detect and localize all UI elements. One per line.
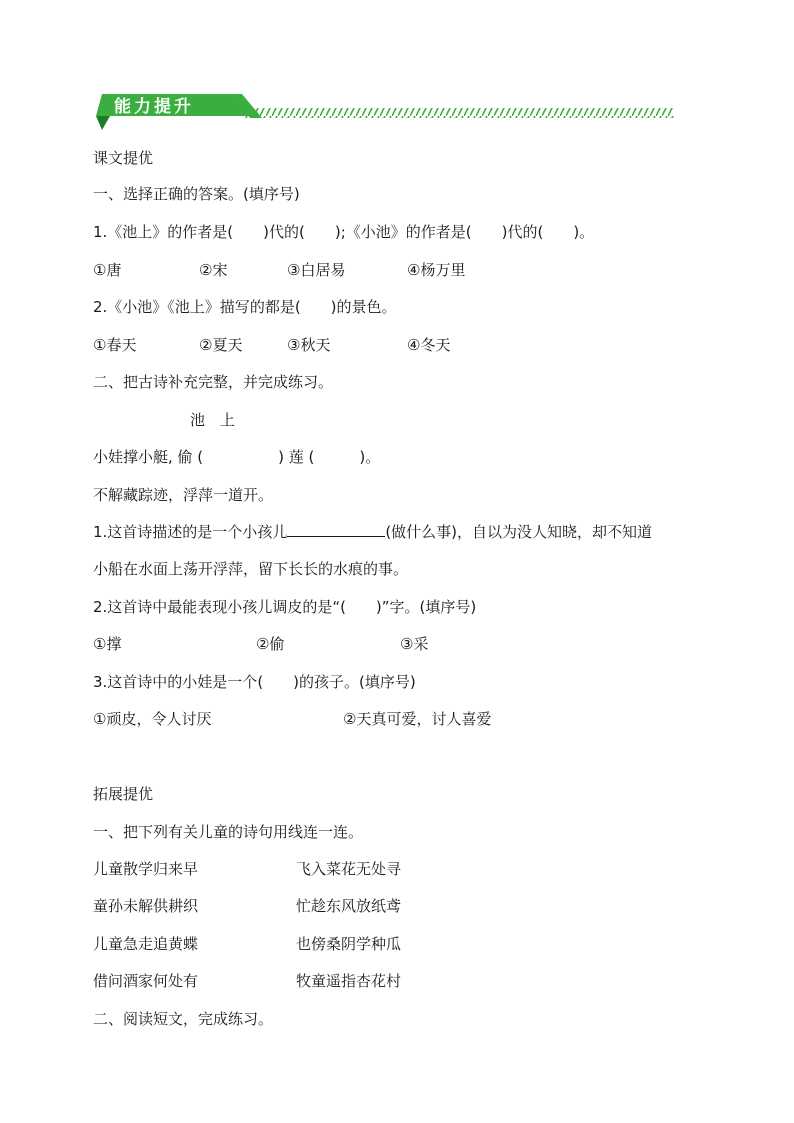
poem-q1-text-a: 1.这首诗描述的是一个小孩儿 [93,523,288,541]
match-left-1[interactable]: 儿童散学归来早 [93,860,199,878]
section-title-ketiyou: 课文提优 [93,149,154,167]
poem-line-2: 不解藏踪迹，浮萍一道开。 [93,486,274,504]
q2-option-4: ④冬天 [407,336,451,354]
poem-q3-option-2: ②天真可爱，讨人喜爱 [343,710,492,728]
poem-question-2: 2.这首诗中最能表现小孩儿调皮的是“( )”字。(填序号) [93,598,477,616]
q2-option-1: ①春天 [93,336,137,354]
matching-heading: 一、把下列有关儿童的诗句用线连一连。 [93,823,364,841]
q1-option-3: ③白居易 [287,261,346,279]
poem-q1-text-b: (做什么事)，自以为没人知晓，却不知道 [385,523,653,541]
match-right-4[interactable]: 牧童遥指杏花村 [296,972,402,990]
poem-question-1 [93,522,652,542]
poem-line-1: 小娃撑小艇, 偷 ( ) 莲 ( )。 [93,448,381,466]
answer-blank[interactable] [287,522,385,537]
q2-option-3: ③秋天 [287,336,331,354]
question-1: 1.《池上》的作者是( )代的( );《小池》的作者是( )代的( )。 [93,223,595,241]
banner-title: 能力提升 [114,97,194,117]
poem-q2-option-3: ③采 [400,635,429,653]
section-banner [92,86,676,130]
poem-q2-option-1: ①撑 [93,635,122,653]
poem-question-1-cont: 小船在水面上荡开浮萍，留下长长的水痕的事。 [93,560,409,578]
part2-heading: 二、把古诗补充完整，并完成练习。 [93,373,334,391]
q2-option-2: ②夏天 [199,336,243,354]
match-left-4[interactable]: 借问酒家何处有 [93,972,199,990]
match-right-1[interactable]: 飞入菜花无处寻 [296,860,402,878]
poem-question-3: 3.这首诗中的小娃是一个( )的孩子。(填序号) [93,673,416,691]
poem-q2-option-2: ②偷 [256,635,285,653]
q1-option-4: ④杨万里 [407,261,466,279]
match-right-3[interactable]: 也傍桑阴学种瓜 [296,935,402,953]
match-left-2[interactable]: 童孙未解供耕织 [93,897,199,915]
q1-option-1: ①唐 [93,261,122,279]
reading-heading: 二、阅读短文，完成练习。 [93,1010,274,1028]
match-left-3[interactable]: 儿童急走追黄蝶 [93,935,199,953]
poem-title: 池 上 [190,411,236,429]
q1-option-2: ②宋 [199,261,228,279]
match-right-2[interactable]: 忙趁东风放纸鸢 [296,897,402,915]
question-2: 2.《小池》《池上》描写的都是( )的景色。 [93,298,397,316]
poem-q3-option-1: ①顽皮，令人讨厌 [93,710,212,728]
section-title-tuozhan: 拓展提优 [93,785,154,803]
part1-heading: 一、选择正确的答案。(填序号) [93,185,300,203]
